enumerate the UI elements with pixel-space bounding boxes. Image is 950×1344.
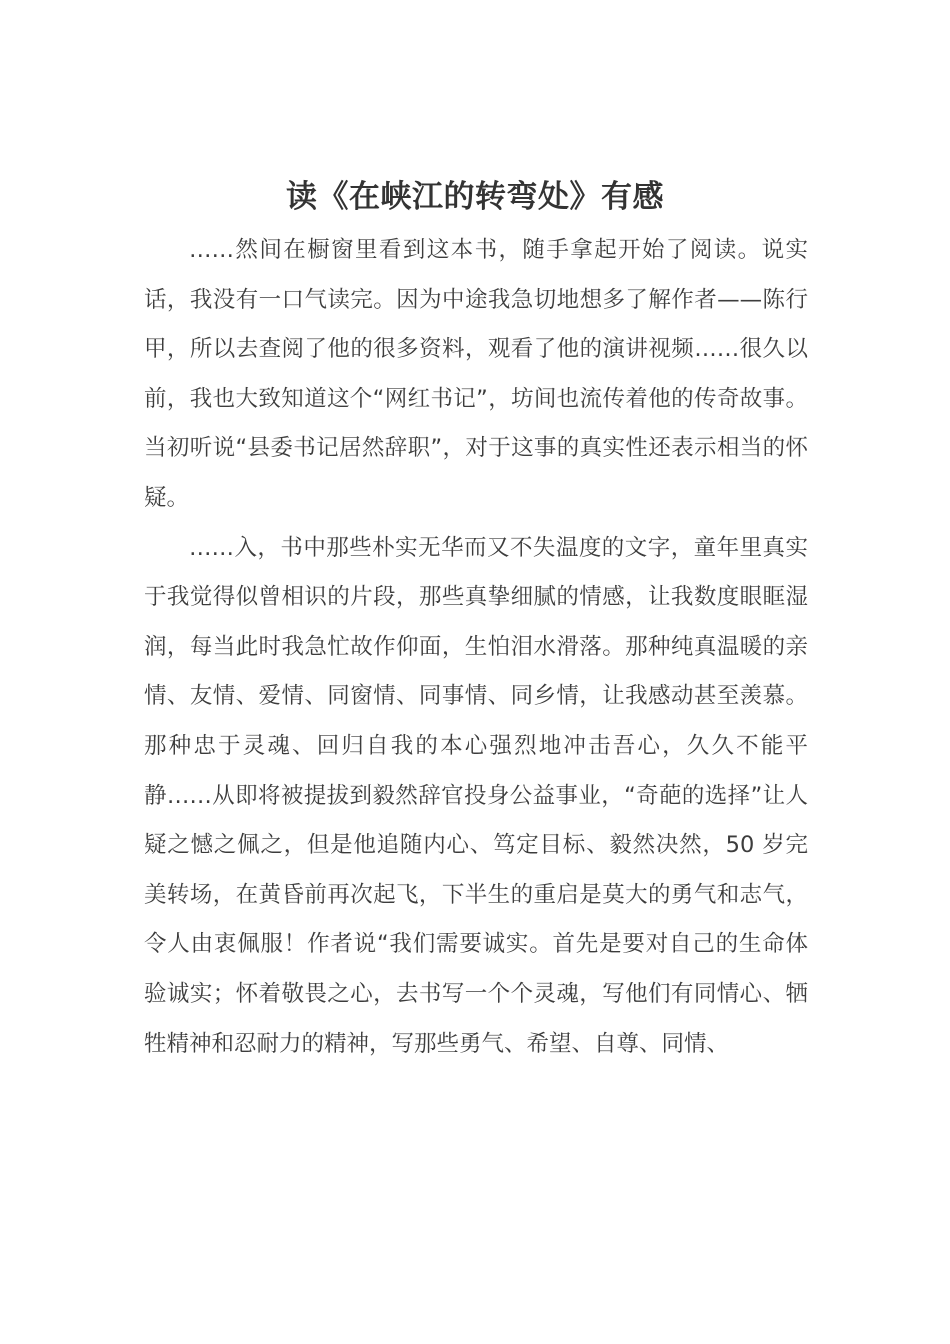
- paragraph-1: ……然间在橱窗里看到这本书，随手拿起开始了阅读。说实话，我没有一口气读完。因为中途我急切地想多了解作者——陈行甲，所以去查阅了他的很多资料，观看了他的演讲视频……很久以前，我也大致知道这个“网红书记”，坊间也流传着他的传奇故事。当初听说“县委书记居然辞职”，对于这事的真实性还表示相当的怀疑。: [144, 237, 808, 511]
- paragraph-2: ……入，书中那些朴实无华而又不失温度的文字，童年里真实于我觉得似曾相识的片段，那些真挚细腻的情感，让我数度眼眶湿润，每当此时我急忙故作仰面，生怕泪水滑落。那种纯真温暖的亲情、友情、爱情、同窗情、同事情、同乡情，让我感动甚至羡慕。那种忠于灵魂、回归自我的本心强烈地冲击吾心，久久不能平静……从即将被提拔到毅然辞官投身公益事业，“奇葩的选择”让人疑之憾之佩之，但是他追随内心、笃定目标、毅然决然，50 岁完美转场，在黄昏前再次起飞，下半生的重启是莫大的勇气和志气，令人由衷佩服！作者说“我们需要诚实。首先是要对自己的生命体验诚实；怀着敬畏之心，去书写一个个灵魂，写他们有同情心、牺牲精神和忍耐力的精神，写那些勇气、希望、自尊、同情、: [144, 534, 808, 1057]
- document-title: 读《在峡江的转弯处》有感: [286, 178, 664, 215]
- document-body: [144, 226, 808, 1069]
